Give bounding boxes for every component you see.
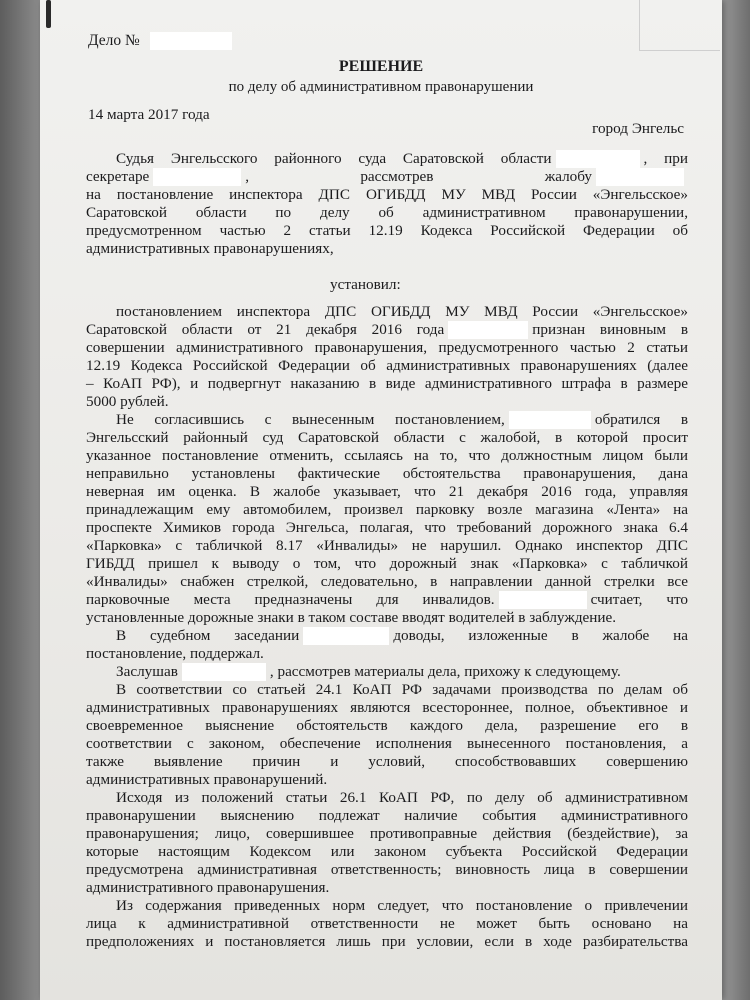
text-span: предположениях и постановляется лишь при условии, если в ходе разбирательства	[86, 933, 688, 950]
text-line	[86, 915, 688, 933]
text-span: проспекте Химиков города Энгельса, полагая, что требований дорожного знака 6.4	[86, 519, 688, 536]
text-span: административных правонарушений.	[86, 771, 328, 788]
text-span: Заслушав	[116, 663, 178, 680]
case-number-line	[88, 32, 232, 50]
text-line	[86, 843, 688, 861]
text-line	[86, 555, 688, 573]
text-span: неверная им оценка. В жалобе указывает, что 21 декабря 2016 года, управляя	[86, 483, 688, 500]
text-line	[86, 735, 688, 753]
text-span: ГИБДД пришел к выводу о том, что дорожный знак «Парковка» с табличкой	[86, 555, 688, 572]
text-span: считает, что	[590, 591, 688, 608]
text-span: предусмотрена административная ответственность; виновность лица в совершении	[86, 861, 688, 878]
section-heading	[330, 276, 401, 294]
text-line	[86, 375, 688, 393]
text-line	[86, 411, 688, 429]
text-line	[86, 186, 688, 204]
text-span: В соответствии со статьей 24.1 КоАП РФ задачами производства по делам об	[116, 681, 688, 698]
case-label: Дело №	[88, 32, 140, 49]
text-span: своевременное выяснение обстоятельств каждого дела, разрешение его в	[86, 717, 688, 734]
text-line	[86, 627, 688, 645]
text-span: признан виновным в	[532, 321, 689, 338]
text-line	[86, 240, 334, 258]
text-span: 12.19 Кодекса Российской Федерации об административных правонарушениях (далее	[86, 357, 688, 374]
text-span: , при	[643, 150, 688, 167]
text-span: Не согласившись с вынесенным постановлением,	[116, 411, 505, 428]
text-line	[86, 825, 688, 843]
text-line	[86, 591, 688, 609]
text-line	[86, 897, 688, 915]
text-span: правонарушения; лицо, совершившее противоправные действия (бездействие), за	[86, 825, 688, 842]
text-line	[86, 699, 688, 717]
text-line	[86, 393, 169, 411]
text-span: 5000 рублей.	[86, 393, 169, 410]
text-line	[86, 807, 688, 825]
text-span: которые настоящим Кодексом или законом субъекта Российской Федерации	[86, 843, 688, 860]
text-span: парковочные места предназначены для инвалидов.	[86, 591, 495, 608]
document-date: 14 марта 2017 года	[88, 106, 210, 123]
court-decision-page	[40, 0, 722, 1000]
text-span: установил:	[330, 276, 401, 293]
text-line	[86, 681, 688, 699]
text-line	[86, 753, 688, 771]
text-span: – КоАП РФ), и подвергнут наказанию в виде административного штрафа в размере	[86, 375, 688, 392]
text-line	[86, 645, 264, 663]
text-span: секретаре	[86, 168, 150, 185]
text-line	[86, 222, 688, 240]
text-span: также выявление причин и условий, способствовавших совершению	[86, 753, 688, 770]
text-line	[86, 339, 688, 357]
text-span: принадлежащим ему автомобилем, произвел парковку возле магазина «Лента» на	[86, 501, 688, 518]
text-line	[86, 501, 688, 519]
text-line	[86, 519, 688, 537]
text-span: , рассмотрев материалы дела, прихожу к следующему.	[269, 663, 621, 680]
text-span: «Инвалиды» снабжен стрелкой, следовательно, в направлении данной стрелки все	[86, 573, 688, 590]
text-span: неправильно установлены фактические обстоятельства правонарушения, дана	[86, 465, 688, 482]
text-span: В судебном заседании	[116, 627, 300, 644]
text-line	[86, 483, 688, 501]
text-line	[86, 447, 688, 465]
text-line	[86, 537, 688, 555]
text-line	[86, 771, 327, 789]
text-span: правонарушении выяснению подлежат наличие события административного	[86, 807, 688, 824]
text-line	[86, 321, 688, 339]
text-span: Из содержания приведенных норм следует, что постановление о привлечении	[116, 897, 688, 914]
document-subtitle: по делу об административном правонарушении	[228, 79, 534, 95]
redaction-box	[556, 150, 640, 168]
text-span: обратился в	[594, 411, 688, 428]
text-span: Саратовской области по делу об административном правонарушении,	[86, 204, 688, 221]
text-span: на постановление инспектора ДПС ОГИБДД МУ МВД России «Энгельсское»	[86, 186, 688, 203]
redaction-box	[153, 168, 241, 186]
redaction-box	[150, 32, 232, 50]
text-span: лица к административной ответственности не может быть основано на	[86, 915, 688, 932]
text-line	[86, 717, 688, 735]
redaction-box	[596, 168, 684, 186]
text-span: Саратовской области от 21 декабря 2016 года	[86, 321, 445, 338]
redaction-box	[182, 663, 266, 681]
text-line	[86, 303, 688, 321]
text-span: постановление, поддержал.	[86, 645, 264, 662]
text-span: административного правонарушения.	[86, 879, 330, 896]
text-line	[86, 429, 688, 447]
text-span: , рассмотрев жалобу	[245, 168, 592, 185]
text-line	[86, 204, 688, 222]
document-city: город Энгельс	[592, 120, 684, 137]
text-line	[86, 357, 688, 375]
text-span: указанное постановление отменить, ссылаясь на то, что должностным лицом были	[86, 447, 688, 464]
text-span: постановлением инспектора ДПС ОГИБДД МУ МВД России «Энгельсское»	[116, 303, 688, 320]
text-span: установленные дорожные знаки в таком составе вводят водителей в заблуждение.	[86, 609, 617, 626]
redaction-box	[448, 321, 528, 339]
text-span: Энгельсский районный суд Саратовской области с жалобой, в которой просит	[86, 429, 688, 446]
text-span: соответствии с законом, обеспечение исполнения вынесенного постановления, а	[86, 735, 688, 752]
text-span: Судья Энгельсского районного суда Саратовской области	[116, 150, 552, 167]
redaction-box	[303, 627, 389, 645]
text-line	[86, 609, 616, 627]
text-span: доводы, изложенные в жалобе на	[393, 627, 688, 644]
text-line	[86, 663, 621, 681]
text-span: административных правонарушениях являются всестороннее, полное, объективное и	[86, 699, 688, 716]
text-line	[86, 573, 688, 591]
text-span: «Парковка» с табличкой 8.17 «Инвалиды» не нарушил. Однако инспектор ДПС	[86, 537, 688, 554]
paper-edge-mark	[46, 0, 51, 28]
text-line	[86, 879, 329, 897]
text-span: административных правонарушениях,	[86, 240, 334, 257]
text-line	[86, 861, 688, 879]
redaction-box	[509, 411, 591, 429]
text-line	[86, 465, 688, 483]
document-title: РЕШЕНИЕ	[338, 58, 424, 75]
text-span: Исходя из положений статьи 26.1 КоАП РФ, по делу об административном	[116, 789, 688, 806]
folded-corner	[639, 0, 720, 51]
text-line	[86, 789, 688, 807]
text-span: совершении административного правонарушения, предусмотренного частью 2 статьи	[86, 339, 688, 356]
text-line	[86, 933, 688, 951]
text-line	[86, 150, 688, 168]
redaction-box	[499, 591, 587, 609]
text-span: предусмотренном частью 2 статьи 12.19 Кодекса Российской Федерации об	[86, 222, 688, 239]
text-line	[86, 168, 688, 186]
